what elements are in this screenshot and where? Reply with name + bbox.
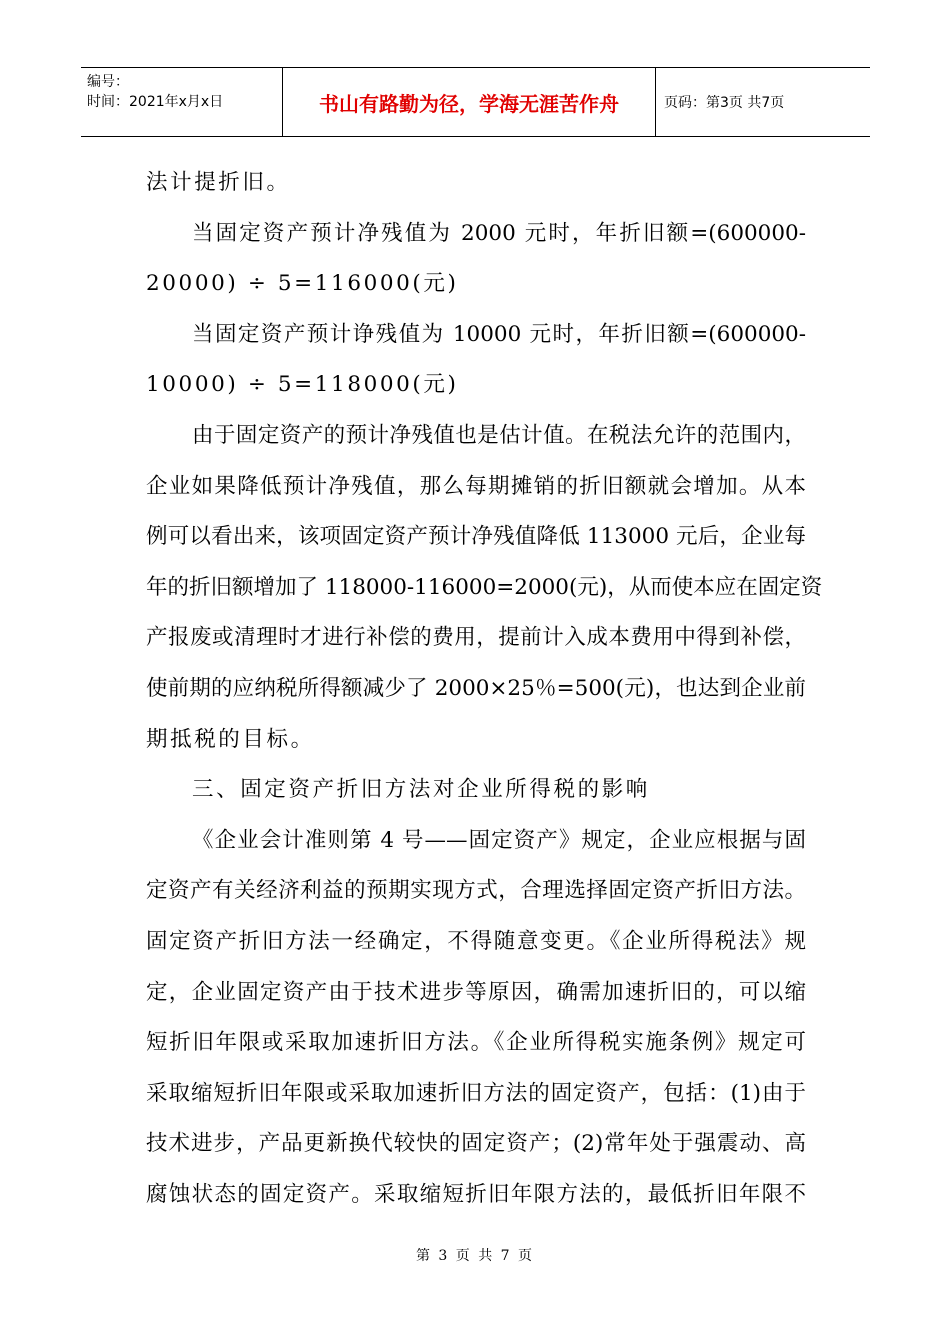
text-line: 短折旧年限或采取加速折旧方法。《企业所得税实施条例》规定可 bbox=[146, 1030, 806, 1056]
text-line: 当固定资产预计净残值为 2000 元时，年折旧额=(600000- bbox=[192, 220, 806, 246]
text-line: 10000) ÷ 5=118000(元) bbox=[146, 372, 459, 398]
text-line: 使前期的应纳税所得额减少了 2000×25％=500(元)，也达到企业前 bbox=[146, 675, 806, 701]
document-number-label: 编号： bbox=[87, 74, 129, 90]
page-footer: 第 3 页 共 7 页 bbox=[415, 1248, 535, 1264]
header-meta bbox=[81, 68, 283, 136]
text-line: 技术进步，产品更新换代较快的固定资产；(2)常年处于强震动、高 bbox=[146, 1131, 806, 1157]
text-line: 采取缩短折旧年限或采取加速折旧方法的固定资产，包括：(1)由于 bbox=[146, 1080, 806, 1106]
text-line: 例可以看出来，该项固定资产预计净残值降低 113000 元后，企业每 bbox=[146, 524, 806, 550]
text-line: 产报废或清理时才进行补偿的费用，提前计入成本费用中得到补偿， bbox=[146, 625, 806, 651]
text-line: 年的折旧额增加了 118000-116000=2000(元)，从而使本应在固定资 bbox=[146, 574, 823, 600]
text-line: 20000) ÷ 5=116000(元) bbox=[146, 271, 459, 297]
header-motto: 书山有路勤为径，学海无涯苦作舟 bbox=[283, 68, 656, 136]
text-line: 腐蚀状态的固定资产。采取缩短折旧年限方法的，最低折旧年限不 bbox=[146, 1181, 806, 1207]
text-line: 定资产有关经济利益的预期实现方式，合理选择固定资产折旧方法。 bbox=[146, 878, 806, 904]
section-heading: 三、固定资产折旧方法对企业所得税的影响 bbox=[192, 777, 650, 803]
text-line: 法计提折旧。 bbox=[146, 170, 291, 195]
page-header bbox=[81, 67, 870, 137]
document-body bbox=[146, 158, 823, 1220]
text-line: 固定资产折旧方法一经确定，不得随意变更。《企业所得税法》规 bbox=[146, 928, 806, 954]
text-line: 期抵税的目标。 bbox=[146, 726, 315, 752]
text-line: 由于固定资产的预计净残值也是估计值。在税法允许的范围内， bbox=[192, 422, 806, 448]
text-line: 企业如果降低预计净残值，那么每期摊销的折旧额就会增加。从本 bbox=[146, 473, 806, 499]
text-line: 《企业会计准则第 4 号——固定资产》规定，企业应根据与固 bbox=[192, 827, 806, 853]
document-time: 时间：2021年x月x日 bbox=[87, 94, 224, 110]
text-line: 当固定资产预计诤残值为 10000 元时，年折旧额=(600000- bbox=[192, 321, 806, 347]
text-line: 定，企业固定资产由于技术进步等原因，确需加速折旧的，可以缩 bbox=[146, 979, 806, 1005]
header-page-code: 页码：第3页 共7页 bbox=[664, 95, 785, 111]
